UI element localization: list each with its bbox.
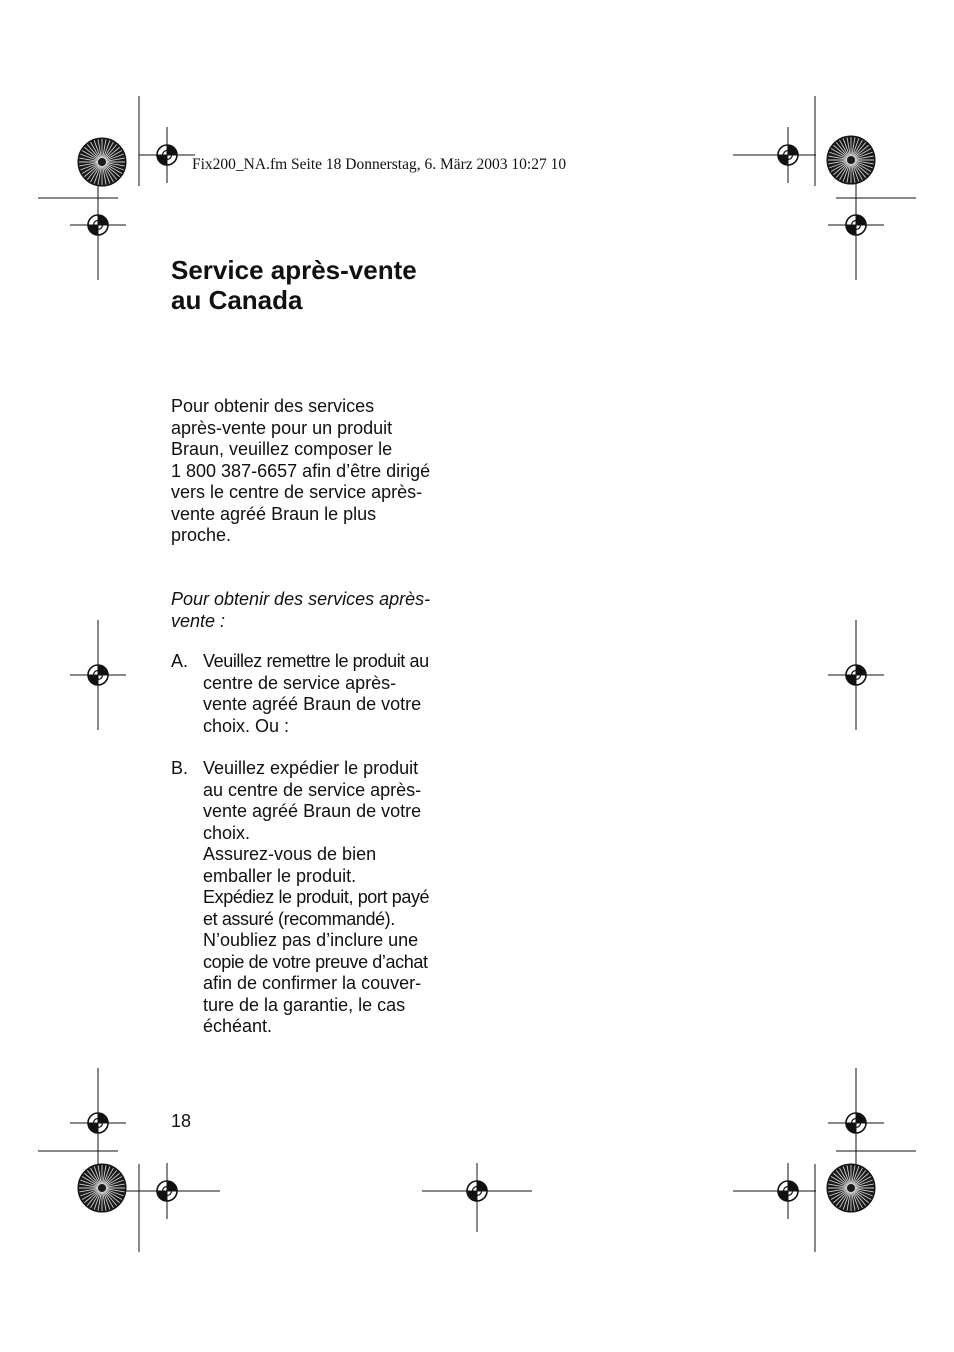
page-number: 18: [171, 1111, 192, 1131]
title-line: au Canada: [171, 285, 303, 315]
text-line: Assurez-vous de bien: [203, 844, 377, 864]
phone-line: 1 800 387-6657 afin d’être dirigé: [171, 460, 431, 481]
starburst-mark-icon: [827, 1164, 875, 1212]
file-info-header: Fix200_NA.fm Seite 18 Donnerstag, 6. März 2003 10:27 10: [192, 156, 567, 173]
starburst-mark-icon: [827, 136, 875, 184]
text-line: vente agréé Braun de votre: [203, 801, 422, 821]
text-line: Pour obtenir des services: [171, 396, 375, 416]
list-item-text: [203, 758, 429, 1038]
text-line: choix. Ou :: [203, 715, 290, 736]
text-line: après-vente pour un produit: [171, 417, 393, 438]
text-line: Veuillez expédier le produit: [203, 758, 419, 778]
text-line: Veuillez remettre le produit au: [203, 651, 429, 671]
text-line: vente agréé Braun le plus: [171, 503, 377, 524]
text-line: copie de votre preuve d’achat: [203, 951, 428, 972]
text-line: vers le centre de service après-: [171, 482, 423, 502]
text-line: échéant.: [203, 1016, 273, 1036]
text-line: choix.: [203, 822, 251, 843]
text-line: emballer le produit.: [203, 865, 357, 886]
list-item-text: [203, 651, 429, 737]
list-letter: B.: [171, 758, 189, 778]
text-line: vente :: [171, 610, 226, 631]
text-line: ture de la garantie, le cas: [203, 994, 406, 1015]
registration-mark-icon: [139, 127, 195, 183]
text-line: centre de service après-: [203, 672, 397, 693]
text-line: proche.: [171, 525, 232, 545]
text-line: au centre de service après-: [203, 779, 422, 800]
text-line: afin de confirmer la couver-: [203, 973, 422, 993]
text-line: Pour obtenir des services après-: [171, 589, 431, 609]
list-letter: A.: [171, 651, 189, 671]
text-line: N’oubliez pas d’inclure une: [203, 930, 419, 950]
subheading: [171, 589, 471, 632]
starburst-mark-icon: [78, 1164, 126, 1212]
text-line: vente agréé Braun de votre: [203, 694, 422, 714]
starburst-mark-icon: [78, 138, 126, 186]
text-line: Expédiez le produit, port payé: [203, 887, 430, 907]
title-line: Service après-vente: [171, 255, 417, 285]
crop-lines: [38, 96, 916, 1252]
intro-paragraph: [171, 396, 471, 547]
text-line: Braun, veuillez composer le: [171, 439, 393, 459]
page-title: [171, 255, 417, 315]
text-line: et assuré (recommandé).: [203, 908, 395, 929]
